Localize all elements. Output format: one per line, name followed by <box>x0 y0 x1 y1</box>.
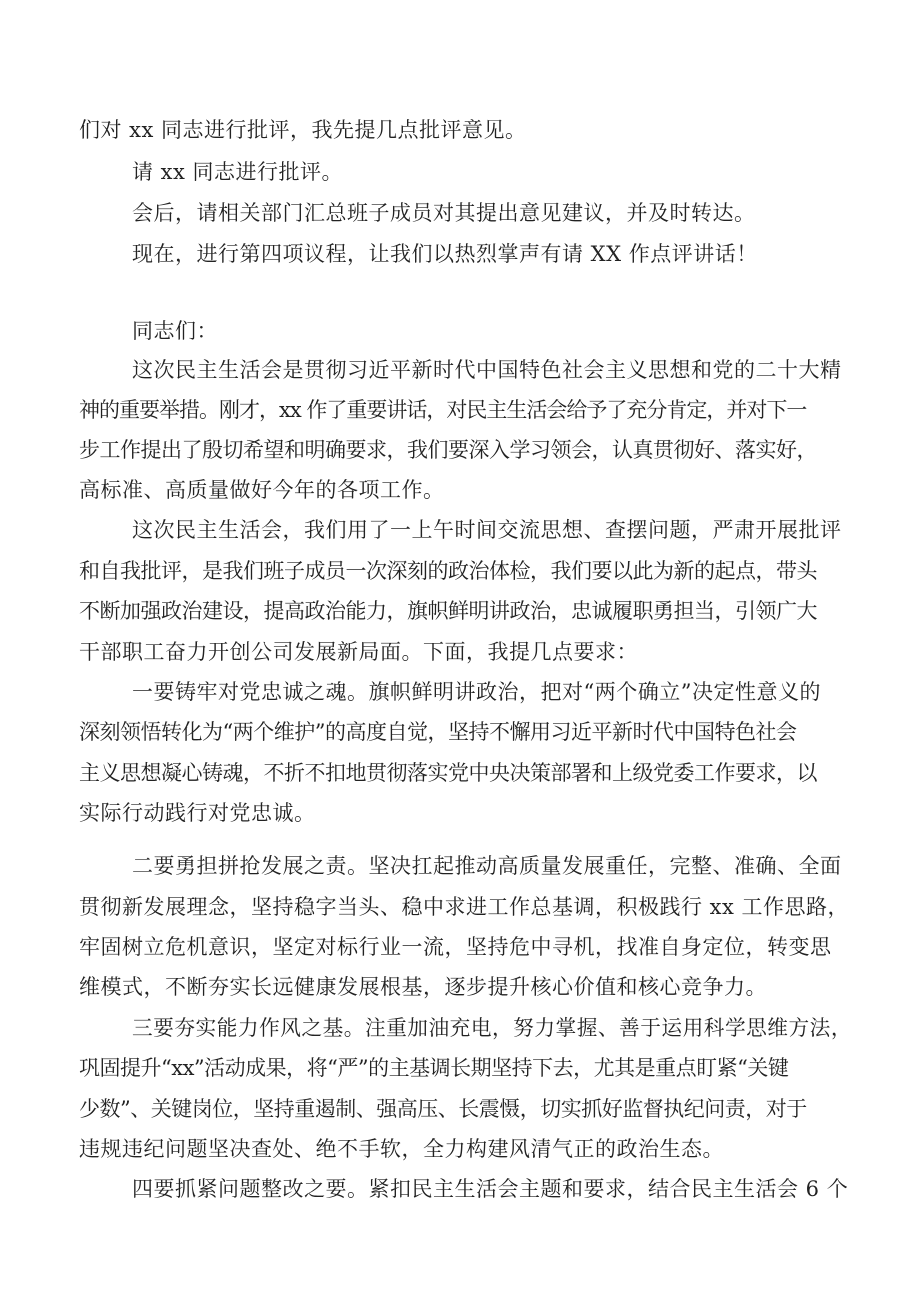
text-line: 一要铸牢对党忠诚之魂。旗帜鲜明讲政治，把对“两个确立”决定性意义的 <box>132 680 821 704</box>
text-line: 巩固提升“xx”活动成果，将“严”的主基调长期坚持下去，尤其是重点盯紧“关键 <box>79 1056 789 1080</box>
text-line: 不断加强政治建设，提高政治能力，旗帜鲜明讲政治，忠诚履职勇担当，引领广大 <box>79 599 817 623</box>
text-line: 神的重要举措。刚才，xx 作了重要讲话，对民主生活会给予了充分肯定，并对下一 <box>79 398 807 422</box>
text-line: 这次民主生活会是贯彻习近平新时代中国特色社会主义思想和党的二十大精 <box>132 358 842 382</box>
text-line: 现在，进行第四项议程，让我们以热烈掌声有请 XX 作点评讲话！ <box>132 242 758 266</box>
text-line: 违规违纪问题坚决查处、绝不手软，全力构建风清气正的政治生态。 <box>79 1137 724 1161</box>
text-line: 实际行动践行对党忠诚。 <box>79 801 316 825</box>
text-line: 和自我批评，是我们班子成员一次深刻的政治体检，我们要以此为新的起点，带头 <box>79 559 817 583</box>
text-line: 这次民主生活会，我们用了一上午时间交流思想、查摆问题，严肃开展批评 <box>132 518 842 542</box>
text-line: 深刻领悟转化为“两个维护”的高度自觉，坚持不懈用习近平新时代中国特色社会 <box>79 720 797 744</box>
text-line: 步工作提出了殷切希望和明确要求，我们要深入学习领会，认真贯彻好、落实好， <box>79 438 817 462</box>
text-line: 贯彻新发展理念，坚持稳字当头、稳中求进工作总基调，积极践行 xx 工作思路， <box>79 895 850 919</box>
text-line: 干部职工奋力开创公司发展新局面。下面，我提几点要求： <box>79 640 638 664</box>
text-line: 少数”、关键岗位，坚持重遏制、强高压、长震慑，切实抓好监督执纪问责，对于 <box>79 1097 807 1121</box>
text-line: 们对 xx 同志进行批评，我先提几点批评意见。 <box>79 118 527 142</box>
text-line: 牢固树立危机意识，坚定对标行业一流，坚持危中寻机，找准自身定位，转变思 <box>79 935 832 959</box>
text-line: 三要夯实能力作风之基。注重加油充电，努力掌握、善于运用科学思维方法， <box>132 1016 852 1040</box>
text-line: 高标准、高质量做好今年的各项工作。 <box>79 478 445 502</box>
salutation: 同志们： <box>132 319 218 343</box>
text-line: 维模式，不断夯实长远健康发展根基，逐步提升核心价值和核心竞争力。 <box>79 975 767 999</box>
text-line: 请 xx 同志进行批评。 <box>132 160 344 184</box>
text-line: 主义思想凝心铸魂，不折不扣地贯彻落实党中央决策部署和上级党委工作要求，以 <box>79 761 817 785</box>
text-line: 二要勇担拼抢发展之责。坚决扛起推动高质量发展重任，完整、准确、全面 <box>132 854 842 878</box>
text-line: 会后，请相关部门汇总班子成员对其提出意见建议，并及时转达。 <box>132 201 756 225</box>
text-line: 四要抓紧问题整改之要。紧扣民主生活会主题和要求，结合民主生活会 6 个 <box>132 1177 849 1201</box>
